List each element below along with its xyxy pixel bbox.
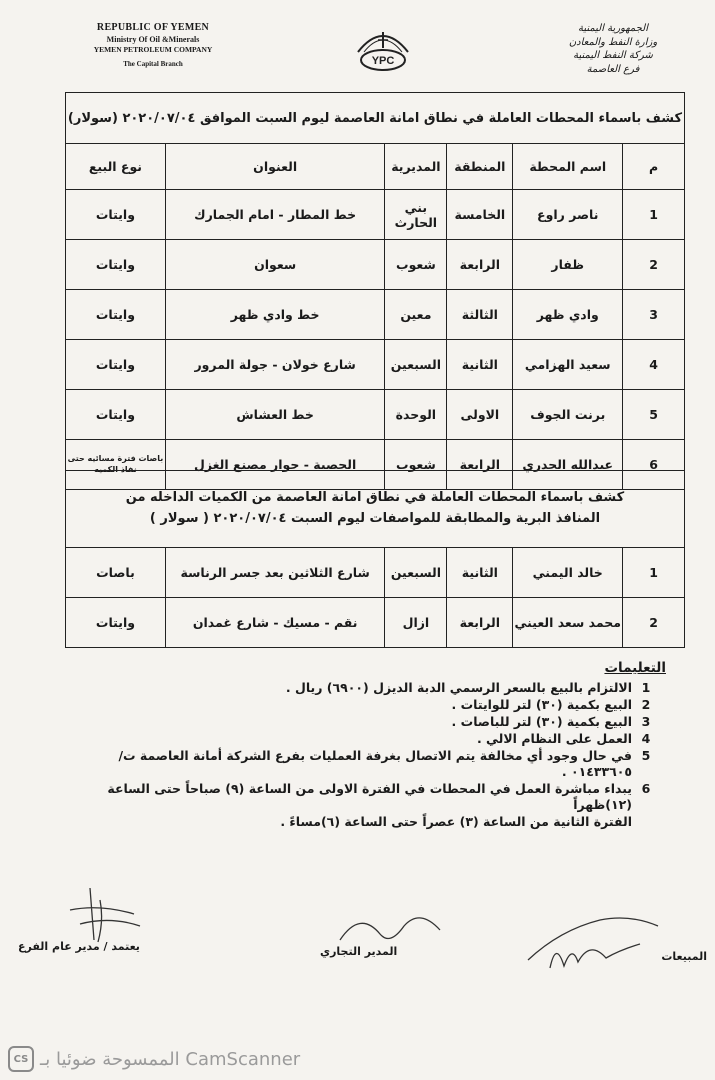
table-row (66, 340, 685, 390)
sale-type: باصات فترة مسائيه حتى نفاذ الكميه (66, 440, 166, 490)
col-header-district: المديرية (385, 144, 447, 190)
instruction-text: البيع بكمية (٣٠) لتر للباصات . (451, 714, 632, 729)
border-stations-title-line1: كشف باسماء المحطات العاملة في نطاق امانة العاصمة من الكميات الداخله من (125, 490, 625, 506)
table-row (66, 548, 685, 598)
signature-label-commercial-manager: المدير التجاري (320, 945, 398, 958)
header-arabic-ministry: وزارة النفط والمعادن (568, 36, 658, 48)
district: السبعين (385, 340, 447, 390)
address: الحصبة - جوار مصنع الغزل (165, 440, 385, 490)
zone: الثالثة (447, 290, 513, 340)
sale-type: وايتات (66, 340, 166, 390)
row-number: 2 (623, 598, 685, 648)
instruction-number: 3 (641, 714, 651, 729)
sale-type: باصات (66, 548, 166, 598)
table-row (66, 290, 685, 340)
table-row (66, 240, 685, 290)
col-header-zone: المنطقة (447, 144, 513, 190)
row-number: 4 (623, 340, 685, 390)
signature-label-sales: المبيعات (661, 950, 707, 963)
district: شعوب (385, 240, 447, 290)
instruction-item (60, 697, 660, 713)
table-row (66, 598, 685, 648)
district: السبعين (385, 548, 447, 598)
header-arabic-company: شركة النفط اليمنية (573, 50, 653, 61)
address: شارع الثلاثين بعد جسر الرناسة (165, 548, 385, 598)
ypc-logo-icon (352, 22, 414, 74)
header-arabic-branch: فرع العاصمة (586, 63, 640, 75)
instruction-text: في حال وجود أي مخالفة يتم الاتصال بغرفة العمليات بفرع الشركة أمانة العاصمة ت/٠١٤٣٣٦٠٥ . (118, 748, 632, 779)
camscanner-icon: CS (8, 1046, 34, 1072)
instruction-text: الالتزام بالبيع بالسعر الرسمي الدبة الديزل (٦٩٠٠) ريال . (285, 680, 632, 695)
sales-signature-icon (520, 900, 670, 980)
camscanner-text: CamScanner الممسوحة ضوئيا بـ (40, 1048, 301, 1070)
stations-table (65, 92, 685, 490)
zone: الرابعة (447, 440, 513, 490)
address: خط العشاش (165, 390, 385, 440)
border-stations-title-line2: المنافذ البرية والمطابقة للمواصفات ليوم السبت ٢٠٢٠/٠٧/٠٤ ( سولار ) (149, 511, 601, 526)
sale-type: وايتات (66, 290, 166, 340)
border-stations-title (66, 471, 685, 548)
instruction-text: الفترة الثانية من الساعة (٣) عصراً حتى الساعة (٦)مساءً . (280, 814, 632, 829)
table-row (66, 190, 685, 240)
station-name: وادي ظهر (513, 290, 623, 340)
instruction-item (60, 781, 660, 813)
zone: الرابعة (447, 240, 513, 290)
instruction-number: 2 (641, 697, 651, 712)
zone: الاولى (447, 390, 513, 440)
station-name: خالد اليمني (513, 548, 623, 598)
instruction-number: 4 (641, 731, 651, 746)
zone: الثانية (447, 548, 513, 598)
station-name: برنت الجوف (513, 390, 623, 440)
address: خط المطار - امام الجمارك (165, 190, 385, 240)
district: ازال (385, 598, 447, 648)
instruction-text: العمل على النظام الالي . (476, 731, 632, 746)
col-header-number: م (623, 144, 685, 190)
stations-table-title: كشف باسماء المحطات العاملة في نطاق امانة العاصمة ليوم السبت الموافق ٢٠٢٠/٠٧/٠٤ (سولار) (66, 93, 685, 144)
sale-type: وايتات (66, 598, 166, 648)
header-company: YEMEN PETROLEUM COMPANY (93, 44, 213, 54)
instruction-item (60, 748, 660, 780)
station-name: عبدالله الجدري (513, 440, 623, 490)
instructions-section (60, 660, 666, 831)
instruction-text: البيع بكمية (٣٠) لتر للوايتات . (451, 697, 632, 712)
address: شارع خولان - جولة المرور (165, 340, 385, 390)
row-number: 3 (623, 290, 685, 340)
instruction-number: 5 (641, 748, 651, 763)
commercial-manager-signature-icon (330, 900, 450, 960)
header-branch: The Capital Branch (123, 59, 183, 68)
station-name: ظفار (513, 240, 623, 290)
station-name: ناصر راوع (513, 190, 623, 240)
zone: الخامسة (447, 190, 513, 240)
table-header-row (66, 144, 685, 190)
logo-text: YPC (371, 55, 395, 67)
instruction-item (60, 731, 660, 747)
camscanner-watermark (8, 1046, 300, 1072)
header-english (78, 22, 228, 69)
district: شعوب (385, 440, 447, 490)
header-arabic-republic: الجمهورية اليمنية (577, 23, 648, 34)
header-ministry: Ministry Of Oil &Minerals (106, 34, 200, 44)
instruction-text: يبداء مباشرة العمل في المحطات في الفترة الاولى من الساعة (٩) صباحاً حتى الساعة (١٢)ظهراً (107, 781, 632, 812)
district: بني الحارث (385, 190, 447, 240)
zone: الثانية (447, 340, 513, 390)
address: نقم - مسيك - شارع غمدان (165, 598, 385, 648)
row-number: 1 (623, 190, 685, 240)
station-name: محمد سعد العيني (513, 598, 623, 648)
signature-label-branch-director: يعتمد / مدير عام الفرع (18, 940, 140, 953)
border-stations-table (65, 470, 685, 648)
sale-type: وايتات (66, 240, 166, 290)
col-header-station: اسم المحطة (513, 144, 623, 190)
sale-type: وايتات (66, 190, 166, 240)
instruction-continuation (60, 814, 660, 830)
table-row (66, 390, 685, 440)
district: الوحدة (385, 390, 447, 440)
col-header-address: العنوان (165, 144, 385, 190)
header-republic: REPUBLIC OF YEMEN (96, 22, 210, 33)
row-number: 1 (623, 548, 685, 598)
sale-type: وايتات (66, 390, 166, 440)
instructions-title: التعليمات (604, 660, 666, 676)
row-number: 2 (623, 240, 685, 290)
instruction-item (60, 714, 660, 730)
header-arabic (533, 22, 693, 76)
address: خط وادي ظهر (165, 290, 385, 340)
row-number: 6 (623, 440, 685, 490)
instruction-number: 1 (641, 680, 651, 695)
district: معين (385, 290, 447, 340)
row-number: 5 (623, 390, 685, 440)
instruction-number: 6 (641, 781, 651, 796)
instruction-item (60, 680, 660, 696)
address: سعوان (165, 240, 385, 290)
station-name: سعيد الهزامي (513, 340, 623, 390)
branch-director-signature-icon (40, 880, 150, 950)
zone: الرابعة (447, 598, 513, 648)
col-header-sale-type: نوع البيع (66, 144, 166, 190)
